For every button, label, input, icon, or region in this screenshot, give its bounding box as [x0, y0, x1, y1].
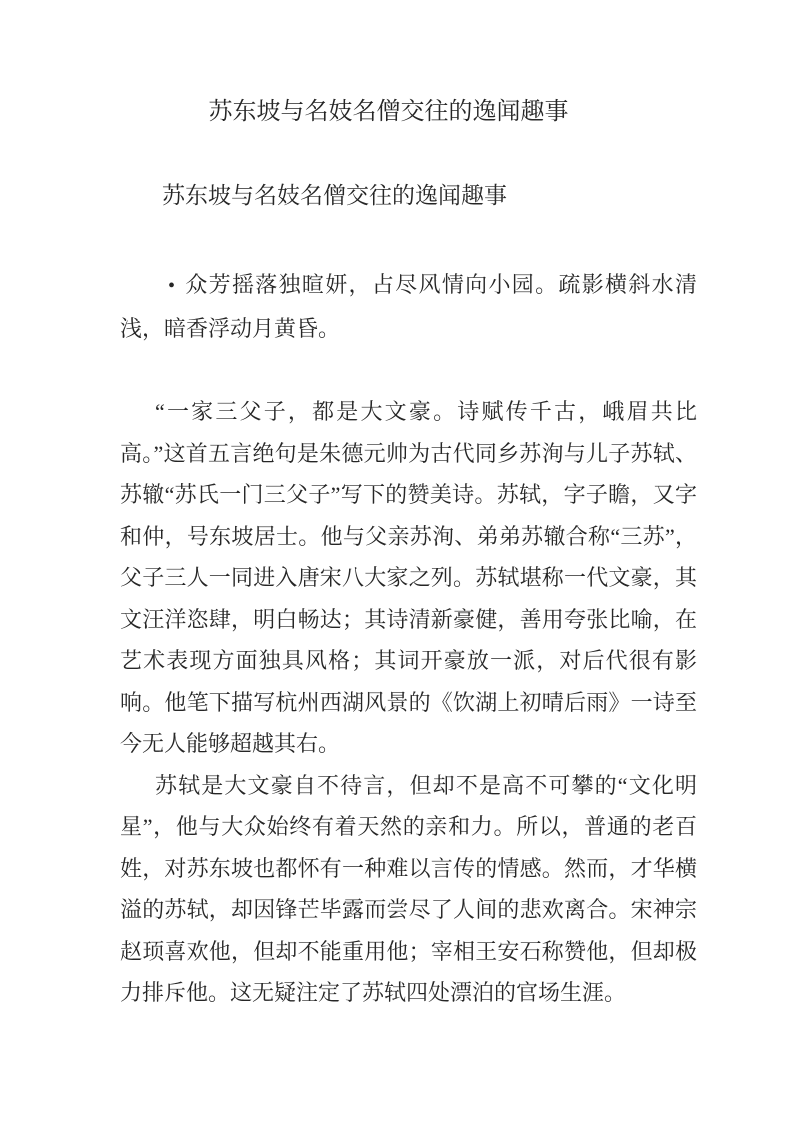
document-heading: 苏东坡与名妓名僧交往的逸闻趣事 — [162, 183, 507, 208]
bullet-text: 众芳摇落独暄妍，占尽风情向小园。疏影横斜水清浅，暗香浮动月黄昏。 — [120, 272, 697, 341]
bullet-icon: • — [168, 275, 176, 297]
paragraph-1: “一家三父子，都是大文豪。诗赋传千古，峨眉共比高。”这首五言绝句是朱德元帅为古代同乡苏洵与儿子苏轼、苏辙“苏氏一门三父子”写下的赞美诗。苏轼，字子瞻，又字和仲，号东坡居士。他与父亲苏洵、弟弟苏辙合称“三苏”，父子三人一同进入唐宋八大家之列。苏轼堪称一代文豪，其文汪洋恣肆，明白畅达；其诗清新豪健，善用夸张比喻，在艺术表现方面独具风格；其词开豪放一派，对后代很有影响。他笔下描写杭州西湖风景的《饮湖上初晴后雨》一诗至今无人能够超越其右。 — [120, 399, 697, 756]
paragraph-2: 苏轼是大文豪自不待言，但却不是高不可攀的“文化明星”，他与大众始终有着天然的亲和力。所以，普通的老百姓，对苏东坡也都怀有一种难以言传的情感。然而，才华横溢的苏轼，却因锋芒毕露而尝尽了人间的悲欢离合。宋神宗赵顼喜欢他，但却不能重用他；宰相王安石称赞他，但却极力排斥他。这无疑注定了苏轼四处漂泊的官场生涯。 — [120, 772, 697, 1005]
bullet-list-item — [120, 264, 697, 349]
page-title: 苏东坡与名妓名僧交往的逸闻趣事 — [208, 99, 569, 125]
